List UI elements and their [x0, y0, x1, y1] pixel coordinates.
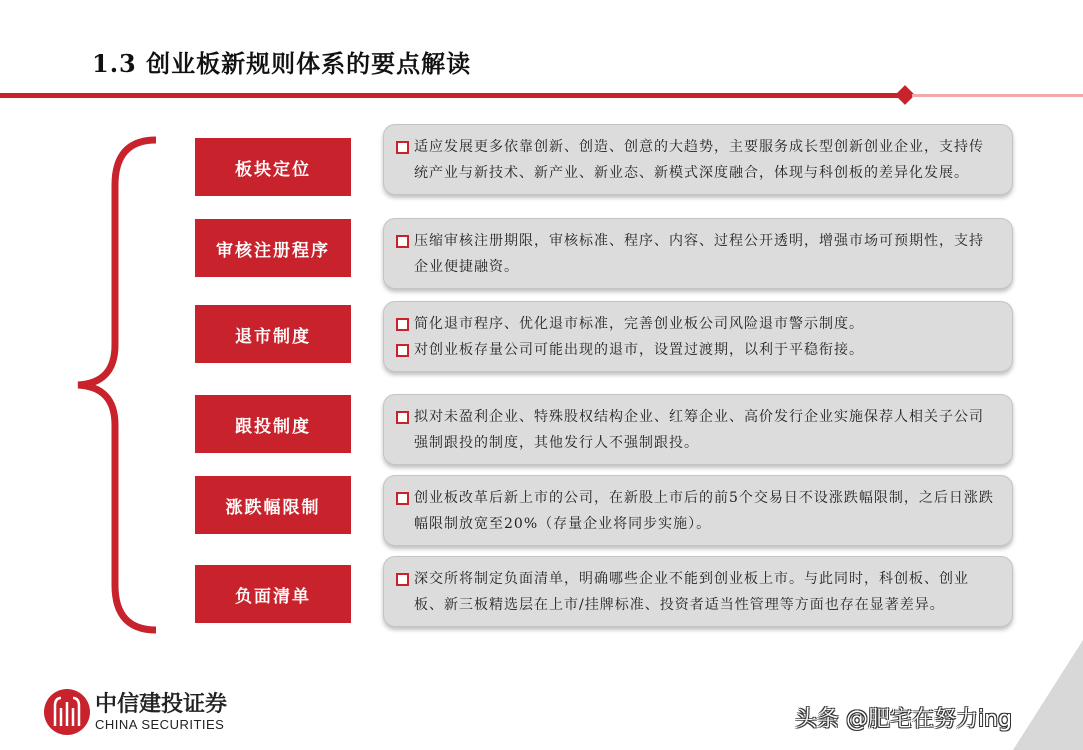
logo-english: CHINA SECURITIES	[95, 716, 225, 732]
card-review-registration	[383, 218, 1013, 289]
card-price-limit	[383, 475, 1013, 546]
card-delisting	[383, 301, 1013, 372]
label-board-positioning: 板块定位	[195, 138, 351, 196]
label-delisting: 退市制度	[195, 305, 351, 363]
watermark: 头条 @肥宅在努力ing	[795, 707, 1013, 732]
title-divider-light	[912, 94, 1083, 97]
label-review-registration: 审核注册程序	[195, 219, 351, 277]
label-co-investment: 跟投制度	[195, 395, 351, 453]
curly-brace-icon	[70, 135, 160, 635]
bullet-text: 适应发展更多依靠创新、创造、创意的大趋势，主要服务成长型创新创业企业，支持传统产业与新技术、新产业、新业态、新模式深度融合，体现与科创板的差异化发展。	[414, 134, 994, 186]
company-logo	[43, 688, 227, 736]
bullet-text: 简化退市程序、优化退市标准，完善创业板公司风险退市警示制度。	[414, 311, 994, 337]
card-board-positioning	[383, 124, 1013, 195]
bullet-text: 创业板改革后新上市的公司，在新股上市后的前5个交易日不设涨跌幅限制，之后日涨跌幅限制放宽至20%（存量企业将同步实施）。	[414, 485, 994, 537]
title-divider	[0, 93, 905, 98]
card-negative-list	[383, 556, 1013, 627]
corner-decoration	[983, 640, 1083, 750]
logo-emblem-icon	[43, 688, 91, 736]
label-negative-list: 负面清单	[195, 565, 351, 623]
page-title: 1.3 创业板新规则体系的要点解读	[92, 49, 472, 78]
label-price-limit: 涨跌幅限制	[195, 476, 351, 534]
bullet-text: 深交所将制定负面清单，明确哪些企业不能到创业板上市。与此同时，科创板、创业板、新三板精选层在上市/挂牌标准、投资者适当性管理等方面也存在显著差异。	[414, 566, 994, 618]
bullet-text: 拟对未盈利企业、特殊股权结构企业、红筹企业、高价发行企业实施保荐人相关子公司强制跟投的制度，其他发行人不强制跟投。	[414, 404, 994, 456]
bullet-text: 对创业板存量公司可能出现的退市，设置过渡期，以利于平稳衔接。	[414, 337, 994, 363]
bullet-text: 压缩审核注册期限，审核标准、程序、内容、过程公开透明，增强市场可预期性，支持企业便捷融资。	[414, 228, 994, 280]
card-co-investment	[383, 394, 1013, 465]
logo-chinese: 中信建投证券	[95, 691, 228, 717]
